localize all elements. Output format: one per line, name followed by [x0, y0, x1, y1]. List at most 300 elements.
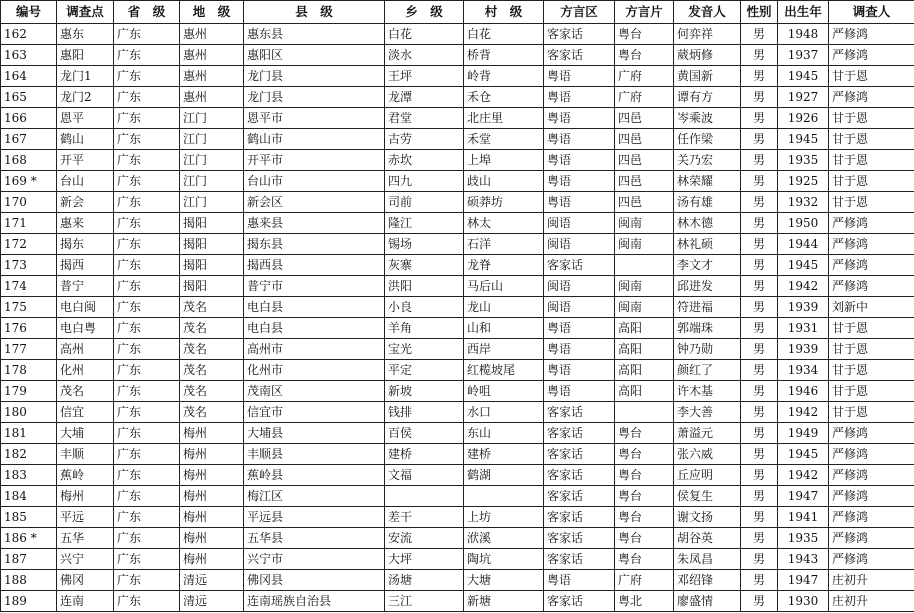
cell-dialect-subgroup: 四邑: [615, 150, 674, 171]
cell-province: 广东: [114, 192, 180, 213]
cell-dialect-area: 粤语: [544, 192, 615, 213]
cell-id: 183: [1, 465, 57, 486]
cell-county: 化州市: [244, 360, 385, 381]
cell-township: 安流: [385, 528, 464, 549]
cell-investigator: 甘于恩: [829, 339, 914, 360]
cell-survey-point: 五华: [57, 528, 114, 549]
cell-village: 建桥: [464, 444, 544, 465]
cell-village: 龙山: [464, 297, 544, 318]
cell-gender: 男: [741, 171, 778, 192]
cell-township: 建桥: [385, 444, 464, 465]
cell-village: 石洋: [464, 234, 544, 255]
cell-speaker: 林木德: [674, 213, 741, 234]
cell-county: 梅江区: [244, 486, 385, 507]
cell-id: 185: [1, 507, 57, 528]
cell-village: 龙脊: [464, 255, 544, 276]
cell-dialect-subgroup: 粤台: [615, 24, 674, 45]
table-row: [1, 192, 914, 213]
cell-province: 广东: [114, 486, 180, 507]
table-row: [1, 150, 914, 171]
cell-township: 白花: [385, 24, 464, 45]
cell-gender: 男: [741, 402, 778, 423]
cell-province: 广东: [114, 570, 180, 591]
cell-investigator: 甘于恩: [829, 381, 914, 402]
cell-county: 蕉岭县: [244, 465, 385, 486]
table-row: [1, 213, 914, 234]
cell-province: 广东: [114, 591, 180, 612]
cell-prefecture: 揭阳: [180, 276, 244, 297]
cell-township: [385, 486, 464, 507]
cell-birth-year: 1942: [778, 465, 829, 486]
cell-prefecture: 茂名: [180, 381, 244, 402]
table-row: [1, 297, 914, 318]
cell-id: 187: [1, 549, 57, 570]
cell-county: 台山市: [244, 171, 385, 192]
cell-birth-year: 1942: [778, 402, 829, 423]
header-county: 县 级: [244, 1, 385, 24]
cell-county: 龙门县: [244, 87, 385, 108]
cell-province: 广东: [114, 213, 180, 234]
cell-county: 开平市: [244, 150, 385, 171]
cell-gender: 男: [741, 297, 778, 318]
cell-prefecture: 梅州: [180, 528, 244, 549]
cell-township: 百侯: [385, 423, 464, 444]
table-row: [1, 591, 914, 612]
cell-township: 羊角: [385, 318, 464, 339]
cell-province: 广东: [114, 45, 180, 66]
cell-id: 176: [1, 318, 57, 339]
cell-dialect-area: 客家话: [544, 45, 615, 66]
cell-investigator: 严修鸿: [829, 87, 914, 108]
cell-township: 三江: [385, 591, 464, 612]
cell-village: [464, 486, 544, 507]
cell-province: 广东: [114, 234, 180, 255]
table-row: [1, 276, 914, 297]
cell-province: 广东: [114, 381, 180, 402]
table-row: [1, 255, 914, 276]
cell-birth-year: 1947: [778, 486, 829, 507]
cell-province: 广东: [114, 549, 180, 570]
cell-prefecture: 梅州: [180, 465, 244, 486]
cell-gender: 男: [741, 465, 778, 486]
cell-village: 禾仓: [464, 87, 544, 108]
cell-dialect-subgroup: 广府: [615, 87, 674, 108]
cell-investigator: 严修鸿: [829, 507, 914, 528]
table-row: [1, 234, 914, 255]
cell-county: 鹤山市: [244, 129, 385, 150]
cell-village: 大塘: [464, 570, 544, 591]
cell-gender: 男: [741, 507, 778, 528]
cell-investigator: 严修鸿: [829, 444, 914, 465]
cell-county: 电白县: [244, 318, 385, 339]
table-row: [1, 360, 914, 381]
cell-speaker: 谢文扬: [674, 507, 741, 528]
table-row: [1, 318, 914, 339]
cell-dialect-area: 粤语: [544, 339, 615, 360]
cell-speaker: 李大善: [674, 402, 741, 423]
cell-gender: 男: [741, 24, 778, 45]
cell-id: 172: [1, 234, 57, 255]
cell-prefecture: 梅州: [180, 423, 244, 444]
cell-prefecture: 清远: [180, 591, 244, 612]
cell-speaker: 朱凤昌: [674, 549, 741, 570]
cell-dialect-subgroup: 粤北: [615, 591, 674, 612]
cell-survey-point: 惠阳: [57, 45, 114, 66]
cell-dialect-area: 客家话: [544, 423, 615, 444]
cell-county: 佛冈县: [244, 570, 385, 591]
cell-survey-point: 龙门2: [57, 87, 114, 108]
cell-county: 茂南区: [244, 381, 385, 402]
cell-township: 宝光: [385, 339, 464, 360]
cell-survey-point: 电白粤: [57, 318, 114, 339]
table-row: [1, 570, 914, 591]
cell-id: 170: [1, 192, 57, 213]
header-gender: 性别: [741, 1, 778, 24]
cell-township: 洪阳: [385, 276, 464, 297]
cell-gender: 男: [741, 549, 778, 570]
cell-dialect-subgroup: 闽南: [615, 213, 674, 234]
table-row: [1, 549, 914, 570]
cell-investigator: 庄初升: [829, 591, 914, 612]
cell-investigator: 严修鸿: [829, 255, 914, 276]
cell-township: 小良: [385, 297, 464, 318]
cell-village: 上埠: [464, 150, 544, 171]
cell-dialect-subgroup: [615, 402, 674, 423]
cell-county: 电白县: [244, 297, 385, 318]
cell-survey-point: 化州: [57, 360, 114, 381]
cell-county: 大埔县: [244, 423, 385, 444]
cell-birth-year: 1927: [778, 87, 829, 108]
cell-county: 惠阳区: [244, 45, 385, 66]
cell-dialect-subgroup: 广府: [615, 570, 674, 591]
cell-village: 禾堂: [464, 129, 544, 150]
cell-prefecture: 清远: [180, 570, 244, 591]
cell-county: 兴宁市: [244, 549, 385, 570]
cell-birth-year: 1935: [778, 528, 829, 549]
cell-id: 174: [1, 276, 57, 297]
cell-county: 惠东县: [244, 24, 385, 45]
header-birth-year: 出生年: [778, 1, 829, 24]
cell-province: 广东: [114, 87, 180, 108]
cell-gender: 男: [741, 234, 778, 255]
cell-investigator: 甘于恩: [829, 402, 914, 423]
cell-dialect-subgroup: 四邑: [615, 192, 674, 213]
cell-prefecture: 茂名: [180, 318, 244, 339]
header-prefecture: 地 级: [180, 1, 244, 24]
cell-village: 山和: [464, 318, 544, 339]
cell-id: 189: [1, 591, 57, 612]
cell-investigator: 严修鸿: [829, 24, 914, 45]
cell-village: 新塘: [464, 591, 544, 612]
cell-gender: 男: [741, 339, 778, 360]
cell-birth-year: 1941: [778, 507, 829, 528]
cell-investigator: 庄初升: [829, 570, 914, 591]
cell-dialect-subgroup: 粤台: [615, 444, 674, 465]
cell-province: 广东: [114, 171, 180, 192]
cell-speaker: 任作梁: [674, 129, 741, 150]
cell-gender: 男: [741, 108, 778, 129]
cell-id: 182: [1, 444, 57, 465]
cell-township: 灰寨: [385, 255, 464, 276]
cell-village: 洑溪: [464, 528, 544, 549]
table-row: [1, 66, 914, 87]
cell-survey-point: 丰顺: [57, 444, 114, 465]
cell-township: 王坪: [385, 66, 464, 87]
table-body: [1, 24, 914, 612]
cell-birth-year: 1945: [778, 66, 829, 87]
cell-dialect-area: 客家话: [544, 402, 615, 423]
table-row: [1, 45, 914, 66]
cell-prefecture: 江门: [180, 129, 244, 150]
cell-dialect-subgroup: 粤台: [615, 486, 674, 507]
cell-id: 168: [1, 150, 57, 171]
cell-county: 新会区: [244, 192, 385, 213]
cell-birth-year: 1932: [778, 192, 829, 213]
cell-village: 林太: [464, 213, 544, 234]
cell-county: 连南瑶族自治县: [244, 591, 385, 612]
cell-investigator: 甘于恩: [829, 192, 914, 213]
cell-gender: 男: [741, 444, 778, 465]
cell-birth-year: 1945: [778, 444, 829, 465]
header-village: 村 级: [464, 1, 544, 24]
cell-birth-year: 1947: [778, 570, 829, 591]
cell-survey-point: 蕉岭: [57, 465, 114, 486]
header-id: 编号: [1, 1, 57, 24]
cell-investigator: 严修鸿: [829, 465, 914, 486]
cell-county: 揭西县: [244, 255, 385, 276]
cell-dialect-area: 粤语: [544, 150, 615, 171]
cell-province: 广东: [114, 444, 180, 465]
cell-dialect-subgroup: 粤台: [615, 549, 674, 570]
cell-dialect-subgroup: 粤台: [615, 507, 674, 528]
cell-province: 广东: [114, 297, 180, 318]
cell-speaker: 廖盛情: [674, 591, 741, 612]
cell-gender: 男: [741, 318, 778, 339]
header-dialect-area: 方言区: [544, 1, 615, 24]
cell-birth-year: 1946: [778, 381, 829, 402]
cell-birth-year: 1943: [778, 549, 829, 570]
cell-county: 丰顺县: [244, 444, 385, 465]
cell-speaker: 葳炳修: [674, 45, 741, 66]
cell-speaker: 萧溢元: [674, 423, 741, 444]
cell-id: 171: [1, 213, 57, 234]
cell-dialect-subgroup: 四邑: [615, 171, 674, 192]
cell-investigator: 严修鸿: [829, 45, 914, 66]
table-row: [1, 108, 914, 129]
cell-township: 司前: [385, 192, 464, 213]
cell-dialect-subgroup: [615, 255, 674, 276]
cell-survey-point: 高州: [57, 339, 114, 360]
cell-id: 188: [1, 570, 57, 591]
cell-township: 锡场: [385, 234, 464, 255]
cell-dialect-area: 闽语: [544, 234, 615, 255]
cell-gender: 男: [741, 255, 778, 276]
cell-id: 186 *: [1, 528, 57, 549]
cell-village: 红榄坡尾: [464, 360, 544, 381]
cell-province: 广东: [114, 129, 180, 150]
cell-dialect-subgroup: 四邑: [615, 129, 674, 150]
cell-dialect-area: 粤语: [544, 318, 615, 339]
cell-birth-year: 1945: [778, 129, 829, 150]
cell-dialect-subgroup: 高阳: [615, 339, 674, 360]
cell-province: 广东: [114, 66, 180, 87]
table-row: [1, 486, 914, 507]
cell-investigator: 严修鸿: [829, 423, 914, 444]
cell-dialect-area: 粤语: [544, 171, 615, 192]
cell-birth-year: 1945: [778, 255, 829, 276]
cell-survey-point: 平远: [57, 507, 114, 528]
cell-village: 陶坑: [464, 549, 544, 570]
cell-village: 水口: [464, 402, 544, 423]
cell-gender: 男: [741, 66, 778, 87]
cell-speaker: 钟乃勋: [674, 339, 741, 360]
cell-birth-year: 1950: [778, 213, 829, 234]
table-row: [1, 87, 914, 108]
table-row: [1, 528, 914, 549]
cell-county: 信宜市: [244, 402, 385, 423]
cell-speaker: 丘应明: [674, 465, 741, 486]
cell-prefecture: 茂名: [180, 402, 244, 423]
cell-village: 岭背: [464, 66, 544, 87]
cell-id: 169 *: [1, 171, 57, 192]
cell-dialect-area: 粤语: [544, 87, 615, 108]
cell-village: 桥背: [464, 45, 544, 66]
cell-id: 167: [1, 129, 57, 150]
cell-speaker: 郭端珠: [674, 318, 741, 339]
header-dialect-subgroup: 方言片: [615, 1, 674, 24]
cell-province: 广东: [114, 339, 180, 360]
cell-gender: 男: [741, 381, 778, 402]
cell-village: 白花: [464, 24, 544, 45]
cell-investigator: 严修鸿: [829, 276, 914, 297]
cell-speaker: 林礼硕: [674, 234, 741, 255]
cell-survey-point: 梅州: [57, 486, 114, 507]
cell-speaker: 侯复生: [674, 486, 741, 507]
cell-county: 五华县: [244, 528, 385, 549]
cell-id: 181: [1, 423, 57, 444]
table-row: [1, 423, 914, 444]
cell-village: 东山: [464, 423, 544, 444]
cell-prefecture: 揭阳: [180, 234, 244, 255]
cell-speaker: 胡谷英: [674, 528, 741, 549]
cell-county: 恩平市: [244, 108, 385, 129]
table-row: [1, 129, 914, 150]
cell-dialect-area: 粤语: [544, 108, 615, 129]
cell-province: 广东: [114, 255, 180, 276]
cell-county: 龙门县: [244, 66, 385, 87]
table-row: [1, 507, 914, 528]
cell-province: 广东: [114, 423, 180, 444]
cell-dialect-area: 粤语: [544, 360, 615, 381]
cell-birth-year: 1930: [778, 591, 829, 612]
cell-province: 广东: [114, 465, 180, 486]
cell-survey-point: 茂名: [57, 381, 114, 402]
cell-township: 君堂: [385, 108, 464, 129]
cell-survey-point: 龙门1: [57, 66, 114, 87]
cell-prefecture: 江门: [180, 192, 244, 213]
cell-speaker: 邓绍锋: [674, 570, 741, 591]
cell-prefecture: 梅州: [180, 549, 244, 570]
cell-birth-year: 1939: [778, 339, 829, 360]
cell-birth-year: 1949: [778, 423, 829, 444]
cell-gender: 男: [741, 192, 778, 213]
cell-township: 钱排: [385, 402, 464, 423]
cell-gender: 男: [741, 45, 778, 66]
cell-village: 北庄里: [464, 108, 544, 129]
cell-speaker: 林荣耀: [674, 171, 741, 192]
cell-gender: 男: [741, 360, 778, 381]
cell-prefecture: 揭阳: [180, 255, 244, 276]
cell-prefecture: 江门: [180, 150, 244, 171]
cell-township: 隆江: [385, 213, 464, 234]
cell-survey-point: 信宜: [57, 402, 114, 423]
cell-township: 赤坎: [385, 150, 464, 171]
cell-gender: 男: [741, 591, 778, 612]
cell-survey-point: 大埔: [57, 423, 114, 444]
cell-province: 广东: [114, 507, 180, 528]
cell-survey-point: 新会: [57, 192, 114, 213]
cell-dialect-area: 客家话: [544, 528, 615, 549]
cell-township: 新坡: [385, 381, 464, 402]
cell-prefecture: 梅州: [180, 486, 244, 507]
cell-township: 差干: [385, 507, 464, 528]
cell-gender: 男: [741, 150, 778, 171]
cell-dialect-area: 客家话: [544, 444, 615, 465]
cell-dialect-area: 客家话: [544, 465, 615, 486]
header-province: 省 级: [114, 1, 180, 24]
cell-prefecture: 惠州: [180, 45, 244, 66]
cell-investigator: 严修鸿: [829, 486, 914, 507]
cell-province: 广东: [114, 276, 180, 297]
cell-speaker: 符进福: [674, 297, 741, 318]
cell-speaker: 黄国新: [674, 66, 741, 87]
cell-township: 文福: [385, 465, 464, 486]
cell-birth-year: 1926: [778, 108, 829, 129]
cell-county: 高州市: [244, 339, 385, 360]
cell-id: 165: [1, 87, 57, 108]
cell-prefecture: 惠州: [180, 66, 244, 87]
header-speaker: 发音人: [674, 1, 741, 24]
cell-prefecture: 梅州: [180, 444, 244, 465]
cell-id: 177: [1, 339, 57, 360]
cell-province: 广东: [114, 402, 180, 423]
cell-id: 178: [1, 360, 57, 381]
cell-province: 广东: [114, 108, 180, 129]
cell-dialect-subgroup: 粤台: [615, 423, 674, 444]
cell-dialect-area: 粤语: [544, 570, 615, 591]
cell-survey-point: 揭东: [57, 234, 114, 255]
cell-speaker: 李文才: [674, 255, 741, 276]
cell-birth-year: 1944: [778, 234, 829, 255]
cell-investigator: 严修鸿: [829, 549, 914, 570]
cell-dialect-area: 客家话: [544, 549, 615, 570]
cell-province: 广东: [114, 528, 180, 549]
cell-township: 淡水: [385, 45, 464, 66]
cell-dialect-area: 客家话: [544, 486, 615, 507]
cell-dialect-area: 粤语: [544, 381, 615, 402]
cell-dialect-subgroup: 广府: [615, 66, 674, 87]
cell-id: 162: [1, 24, 57, 45]
cell-survey-point: 惠来: [57, 213, 114, 234]
cell-gender: 男: [741, 213, 778, 234]
cell-township: 古劳: [385, 129, 464, 150]
cell-speaker: 谭有方: [674, 87, 741, 108]
cell-province: 广东: [114, 150, 180, 171]
cell-investigator: 严修鸿: [829, 528, 914, 549]
cell-birth-year: 1934: [778, 360, 829, 381]
header-survey-point: 调查点: [57, 1, 114, 24]
cell-speaker: 颜红了: [674, 360, 741, 381]
